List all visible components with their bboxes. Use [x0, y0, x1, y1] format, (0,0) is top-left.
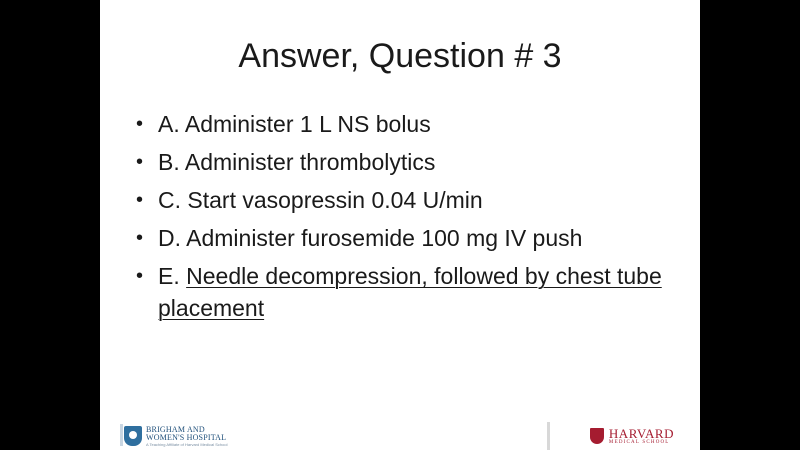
bullet-icon: • — [136, 265, 144, 287]
presentation-slide — [100, 0, 700, 450]
bullet-icon: • — [136, 189, 144, 211]
bwh-logo-tagline: A Teaching Affiliate of Harvard Medical School — [146, 441, 228, 447]
answer-option-c — [136, 184, 666, 216]
correct-answer-text: Needle decompression, followed by chest tube placement — [158, 263, 662, 321]
slide-title: Answer, Question # 3 — [238, 37, 562, 75]
answer-options-list — [136, 108, 666, 330]
answer-option-e-correct — [136, 260, 666, 324]
answer-option-d — [136, 222, 666, 254]
bullet-icon: • — [136, 113, 144, 135]
option-text: B. Administer thrombolytics — [158, 149, 436, 175]
harvard-medical-school-logo — [590, 425, 674, 447]
slide-footer — [100, 422, 700, 450]
option-text: A. Administer 1 L NS bolus — [158, 111, 431, 137]
bwh-shield-icon — [124, 426, 142, 446]
harvard-logo-name: HARVARD — [608, 425, 674, 441]
harvard-shield-icon — [590, 428, 604, 444]
option-prefix: E. — [158, 263, 187, 289]
answer-option-a — [136, 108, 666, 140]
bwh-logo-line2: WOMEN'S HOSPITAL — [146, 432, 227, 442]
option-text: C. Start vasopressin 0.04 U/min — [158, 187, 483, 213]
option-text: D. Administer furosemide 100 mg IV push — [158, 225, 583, 251]
brigham-womens-logo — [124, 424, 227, 448]
footer-divider-right — [547, 422, 550, 450]
bullet-icon: • — [136, 227, 144, 249]
bullet-icon: • — [136, 151, 144, 173]
bwh-logo-line1: BRIGHAM AND — [146, 424, 205, 434]
harvard-logo-subname: MEDICAL SCHOOL — [608, 439, 670, 445]
answer-option-b — [136, 146, 666, 178]
